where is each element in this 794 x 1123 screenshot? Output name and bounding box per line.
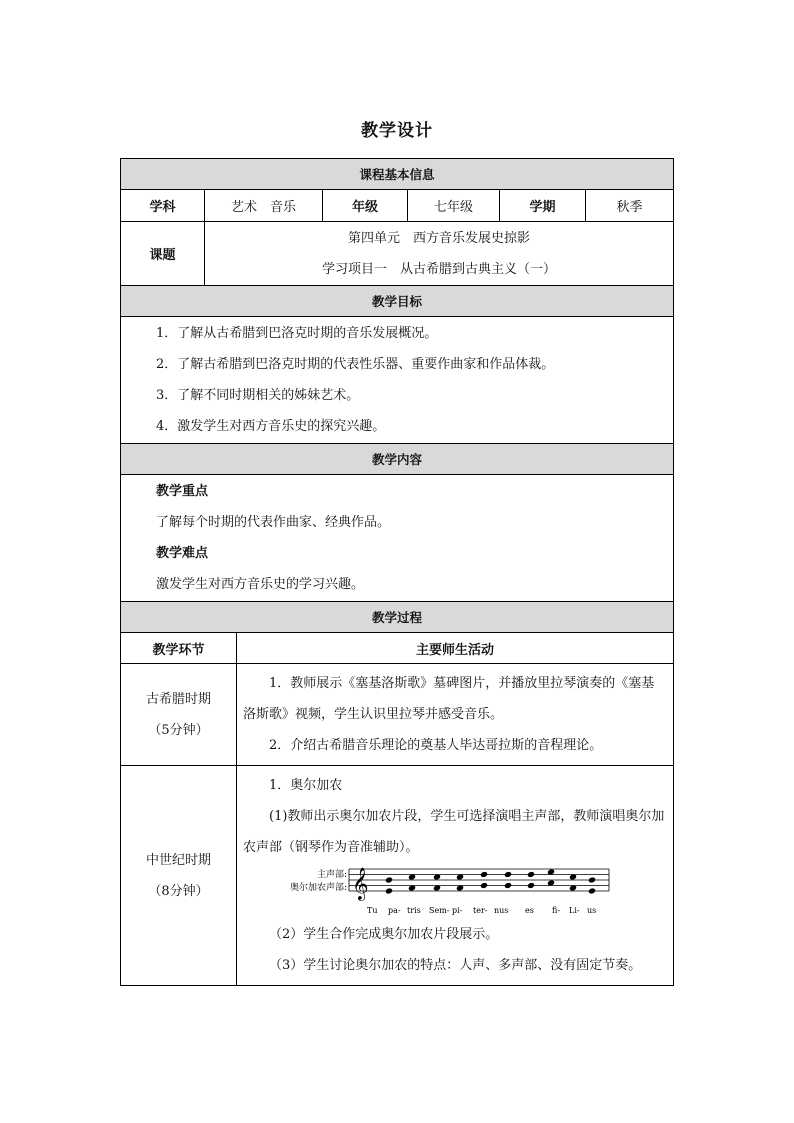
- difficulty-text: 激发学生对西方音乐史的学习兴趣。: [156, 577, 365, 592]
- lyric-syllable: us: [587, 906, 597, 915]
- stage-time: （5分钟）: [148, 722, 209, 738]
- note-head: [480, 882, 488, 889]
- music-staff: [277, 863, 637, 919]
- subject-label: 学科: [121, 190, 205, 222]
- lyric-syllable: nus: [494, 906, 509, 915]
- note-head: [588, 887, 596, 894]
- note-head: [527, 882, 535, 889]
- stage-name: 中世纪时期: [145, 852, 211, 868]
- goal-item: 2．了解古希腊到巴洛克时期的代表性乐器、重要作曲家和作品体裁。: [156, 357, 555, 372]
- lyric-syllable: ter-: [473, 906, 488, 915]
- grade-label: 年级: [323, 190, 408, 222]
- lyric-syllable: tris: [407, 906, 421, 915]
- grade-value: 七年级: [408, 190, 500, 222]
- stage-column-header: 教学环节: [121, 633, 237, 664]
- process-header: 教学过程: [121, 602, 674, 633]
- goal-item: 4．激发学生对西方音乐史的探究兴趣。: [156, 419, 386, 434]
- lyric-syllable: Li-: [569, 906, 580, 915]
- stage-time: （8分钟）: [148, 883, 209, 899]
- topic-unit: 第四单元 西方音乐发展史掠影: [347, 230, 530, 246]
- voice1-label: 主声部:: [316, 870, 347, 880]
- activity-paragraph: 2．介绍古希腊音乐理论的奠基人毕达哥拉斯的音程理论。: [269, 738, 603, 753]
- lyric-syllable: pi-: [452, 906, 463, 915]
- goal-item: 3．了解不同时期相关的姊妹艺术。: [156, 388, 360, 403]
- goals-header: 教学目标: [121, 286, 674, 317]
- term-value: 秋季: [586, 190, 674, 222]
- key-point-label: 教学重点: [156, 484, 209, 499]
- topic-label: 课题: [121, 222, 205, 286]
- activity-column-header: 主要师生活动: [237, 633, 674, 664]
- lyrics: [367, 906, 596, 915]
- activity-paragraph: 1．奥尔加农: [269, 778, 343, 793]
- lyric-syllable: Sem-: [429, 906, 450, 915]
- lyric-syllable: fi-: [552, 906, 561, 915]
- note-head: [588, 876, 596, 883]
- key-point-text: 了解每个时期的代表作曲家、经典作品。: [156, 515, 391, 530]
- note-head: [527, 871, 535, 878]
- activity-paragraph: （3）学生讨论奥尔加农的特点：人声、多声部、没有固定节奏。: [269, 958, 642, 973]
- subject-value: 艺术 音乐: [205, 190, 323, 222]
- activity-paragraph: 1．教师展示《塞基洛斯歌》墓碑图片，并播放里拉琴演奏的《塞基洛斯歌》视频，学生认识里拉琴并感受音乐。: [243, 676, 655, 722]
- lyric-syllable: es: [525, 906, 534, 915]
- voice2-label: 奥尔加农声部:: [289, 883, 347, 893]
- note-head: [385, 887, 393, 894]
- lyric-syllable: pa-: [388, 906, 401, 915]
- activity-paragraph: （2）学生合作完成奥尔加农片段展示。: [269, 927, 499, 942]
- treble-clef-icon: 𝄞: [352, 867, 369, 900]
- difficulty-label: 教学难点: [156, 546, 209, 561]
- note-head: [504, 882, 512, 889]
- note-head: [504, 871, 512, 878]
- note-head: [480, 871, 488, 878]
- note-head: [385, 876, 393, 883]
- term-label: 学期: [500, 190, 586, 222]
- basic-info-header: 课程基本信息: [121, 159, 674, 190]
- organum-score: [243, 863, 667, 919]
- page-title: 教学设计: [361, 121, 433, 141]
- topic-project: 学习项目一 从古希腊到古典主义（一）: [321, 261, 556, 277]
- lesson-table: [120, 158, 674, 986]
- content-header: 教学内容: [121, 444, 674, 475]
- goal-item: 1．了解从古希腊到巴洛克时期的音乐发展概况。: [156, 326, 438, 341]
- lyric-syllable: Tu: [367, 906, 378, 915]
- activity-paragraph: (1)教师出示奥尔加农片段，学生可选择演唱主声部，教师演唱奥尔加农声部（钢琴作为音准辅助）。: [243, 809, 665, 855]
- stage-name: 古希腊时期: [145, 691, 211, 707]
